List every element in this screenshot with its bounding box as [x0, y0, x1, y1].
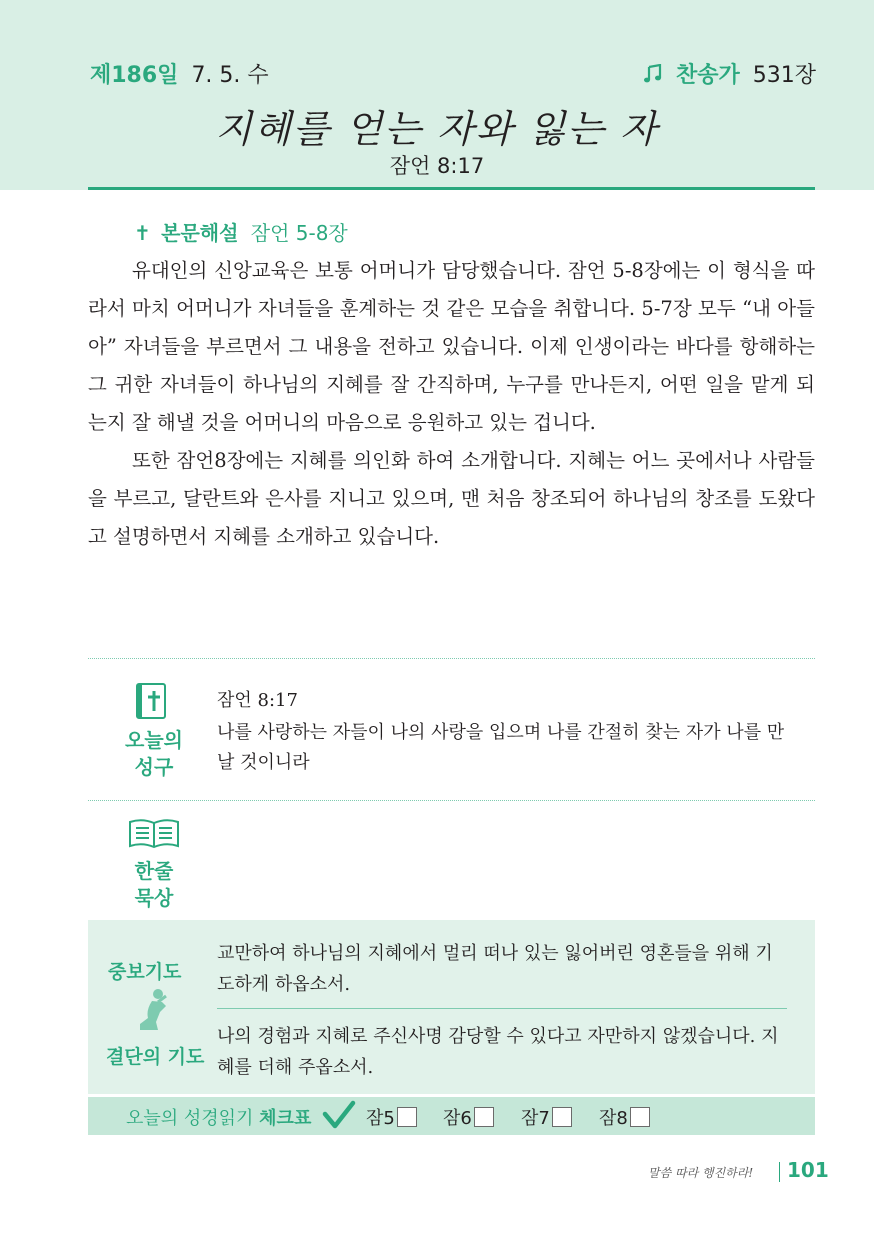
- meditation-label: [116, 858, 192, 912]
- dotted-divider: [88, 800, 815, 801]
- checklist-item[interactable]: [443, 1104, 494, 1130]
- music-note-icon: [643, 64, 663, 84]
- checklist-item-label: 잠5: [366, 1108, 395, 1129]
- resolve-label: 결단의 기도: [106, 1046, 205, 1068]
- commentary-body: [88, 252, 815, 556]
- commentary-heading: [134, 217, 348, 246]
- commentary-ref: 잠언 5-8장: [250, 221, 348, 245]
- bible-cross-icon: [136, 683, 168, 721]
- meditation-label-line1: 한줄: [134, 859, 174, 883]
- date: 7. 5. 수: [191, 63, 269, 88]
- checklist-label-prefix: 오늘의 성경읽기: [126, 1108, 254, 1129]
- checkmark-icon: [322, 1100, 356, 1130]
- intercede-label: 중보기도: [108, 961, 182, 983]
- title-reference: 잠언 8:17: [389, 154, 485, 178]
- title-divider: [88, 187, 815, 190]
- checklist-item[interactable]: [599, 1104, 650, 1130]
- commentary-paragraph: 또한 잠언8장에는 지혜를 의인화 하여 소개합니다. 지혜는 어느 곳에서나 사람들을 부르고, 달란트와 은사를 지니고 있으며, 맨 처음 창조되어 하나님의 창조를 도왔다고 설명하면서 지혜를 소개하고 있습니다.: [88, 449, 815, 548]
- checklist-item-label: 잠6: [443, 1108, 472, 1129]
- verse-label-line2: 성구: [134, 755, 174, 779]
- cross-icon: ✝: [134, 221, 151, 245]
- verse-text: 나를 사랑하는 자들이 나의 사랑을 입으며 나를 간절히 찾는 자가 나를 만날 것이니라: [217, 722, 785, 773]
- verse-ref: 잠언 8:17: [217, 690, 298, 711]
- hymn: [643, 58, 816, 89]
- verse-label: [116, 727, 192, 781]
- meditation-label-line2: 묵상: [134, 886, 174, 910]
- checklist-label-bold: 체크표: [259, 1108, 312, 1129]
- day-number: 제186일: [90, 63, 179, 88]
- checklist-item[interactable]: [521, 1104, 572, 1130]
- checklist-item[interactable]: [366, 1104, 417, 1130]
- hymn-label: 찬송가: [675, 63, 740, 88]
- checkbox[interactable]: [552, 1107, 572, 1127]
- page-title: 지혜를 얻는 자와 잃는 자: [215, 107, 659, 151]
- checklist-label: [126, 1104, 311, 1130]
- day-line: [90, 58, 269, 89]
- footer-phrase: 말씀 따라 행진하라!: [648, 1166, 754, 1180]
- open-book-icon: [128, 818, 180, 850]
- checkbox[interactable]: [397, 1107, 417, 1127]
- checklist-item-label: 잠8: [599, 1108, 628, 1129]
- intercede-text: 교만하여 하나님의 지혜에서 멀리 떠나 있는 잃어버린 영혼들을 위해 기도하게 하옵소서.: [217, 943, 773, 995]
- resolve-text: 나의 경험과 지혜로 주신사명 감당할 수 있다고 자만하지 않겠습니다. 지혜를 더해 주옵소서.: [217, 1026, 779, 1078]
- checkbox[interactable]: [474, 1107, 494, 1127]
- footer-separator: [779, 1162, 780, 1182]
- checkbox[interactable]: [630, 1107, 650, 1127]
- praying-person-icon: [136, 988, 172, 1032]
- commentary-label: 본문해설: [161, 221, 239, 245]
- hymn-number: 531장: [752, 63, 816, 88]
- commentary-paragraph: 유대인의 신앙교육은 보통 어머니가 담당했습니다. 잠언 5-8장에는 이 형식을 따라서 마치 어머니가 자녀들을 훈계하는 것 같은 모습을 취합니다. 5-7장 모두 “내 아들아” 자녀들을 부르면서 그 내용을 전하고 있습니다. 이제 인생이라는 바다를 항해하는 그 귀한 자녀들이 하나님의 지혜를 잘 간직하며, 누구를 만나든지, 어떤 일을 맡게 되는지 잘 해낼 것을 어머니의 마음으로 응원하고 있는 겁니다.: [88, 259, 815, 434]
- prayer-divider: [217, 1008, 787, 1009]
- page-number: 101: [787, 1158, 829, 1182]
- verse-label-line1: 오늘의: [125, 728, 183, 752]
- dotted-divider: [88, 658, 815, 659]
- checklist-item-label: 잠7: [521, 1108, 550, 1129]
